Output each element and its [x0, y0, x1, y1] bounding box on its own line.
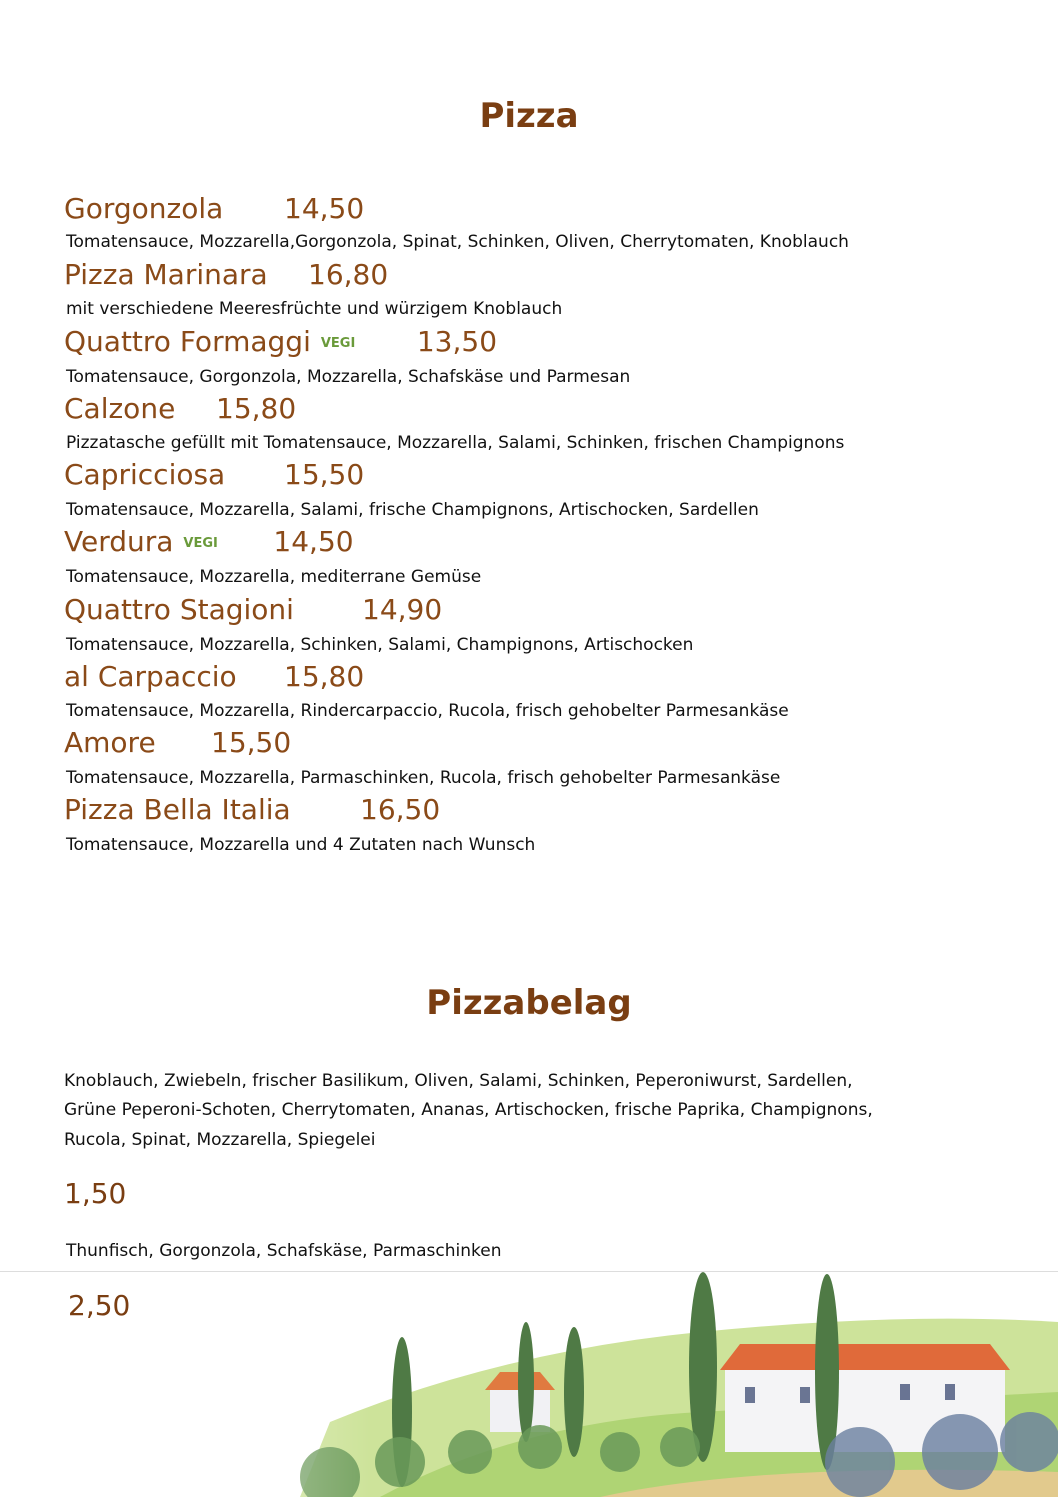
item-name: Gorgonzola: [64, 192, 224, 225]
tuscan-landscape-illustration: [0, 1272, 1058, 1497]
menu-item-calzone: [64, 392, 296, 425]
item-name: Quattro Formaggi: [64, 325, 311, 358]
item-description: Tomatensauce, Mozzarella, Salami, frische Champignons, Artischocken, Sardellen: [66, 500, 759, 520]
topping-line: Grüne Peperoni-Schoten, Cherrytomaten, Ananas, Artischocken, frische Paprika, Champignons,: [64, 1100, 873, 1120]
item-description: Tomatensauce, Mozzarella,Gorgonzola, Spinat, Schinken, Oliven, Cherrytomaten, Knoblauch: [66, 232, 849, 252]
menu-item-al-carpaccio: [64, 660, 364, 693]
item-price: 15,50: [284, 458, 365, 491]
menu-item-bella-italia: [64, 793, 440, 826]
item-description: Tomatensauce, Mozzarella und 4 Zutaten nach Wunsch: [66, 835, 536, 855]
item-price: 14,50: [284, 192, 365, 225]
menu-item-verdura: [64, 525, 354, 558]
item-name: al Carpaccio: [64, 660, 237, 693]
item-description: Tomatensauce, Gorgonzola, Mozzarella, Schafskäse und Parmesan: [66, 367, 631, 387]
item-description: Tomatensauce, Mozzarella, mediterrane Gemüse: [66, 567, 482, 587]
topping-line-premium: Thunfisch, Gorgonzola, Schafskäse, Parmaschinken: [66, 1241, 502, 1261]
item-name: Amore: [64, 726, 156, 759]
item-price: 14,90: [362, 593, 443, 626]
item-description: Tomatensauce, Mozzarella, Rindercarpaccio, Rucola, frisch gehobelter Parmesankäse: [66, 701, 789, 721]
menu-item-gorgonzola: [64, 192, 364, 225]
topping-price-premium: 2,50: [68, 1289, 131, 1322]
item-name: Pizza Marinara: [64, 258, 268, 291]
pizza-title: Pizza: [479, 96, 579, 136]
topping-price-basic: 1,50: [64, 1177, 127, 1210]
item-description: Pizzatasche gefüllt mit Tomatensauce, Mozzarella, Salami, Schinken, frischen Champignons: [66, 433, 845, 453]
item-price: 16,50: [360, 793, 441, 826]
vegi-badge: VEGI: [320, 335, 356, 351]
item-price: 15,50: [211, 726, 292, 759]
menu-item-quattro-stagioni: [64, 593, 442, 626]
menu-item-marinara: [64, 258, 388, 291]
item-name: Quattro Stagioni: [64, 593, 294, 626]
item-price: 14,50: [273, 525, 354, 558]
item-name: Capricciosa: [64, 458, 226, 491]
item-name: Verdura: [64, 525, 174, 558]
menu-item-quattro-formaggi: [64, 325, 497, 358]
item-price: 16,80: [308, 258, 389, 291]
item-name: Pizza Bella Italia: [64, 793, 291, 826]
vegi-badge: VEGI: [183, 535, 218, 551]
item-name: Calzone: [64, 392, 176, 425]
item-price: 15,80: [216, 392, 297, 425]
item-price: 15,80: [284, 660, 365, 693]
menu-item-capricciosa: [64, 458, 364, 491]
menu-item-amore: [64, 726, 291, 759]
topping-line: Rucola, Spinat, Mozzarella, Spiegelei: [64, 1130, 376, 1150]
item-description: Tomatensauce, Mozzarella, Schinken, Salami, Champignons, Artischocken: [66, 635, 694, 655]
item-description: mit verschiedene Meeresfrüchte und würzigem Knoblauch: [66, 299, 563, 319]
pizzabelag-title: Pizzabelag: [426, 983, 632, 1023]
item-price: 13,50: [416, 325, 498, 358]
item-description: Tomatensauce, Mozzarella, Parmaschinken, Rucola, frisch gehobelter Parmesankäse: [66, 768, 781, 788]
topping-line: Knoblauch, Zwiebeln, frischer Basilikum, Oliven, Salami, Schinken, Peperoniwurst, Sardellen,: [64, 1071, 853, 1091]
